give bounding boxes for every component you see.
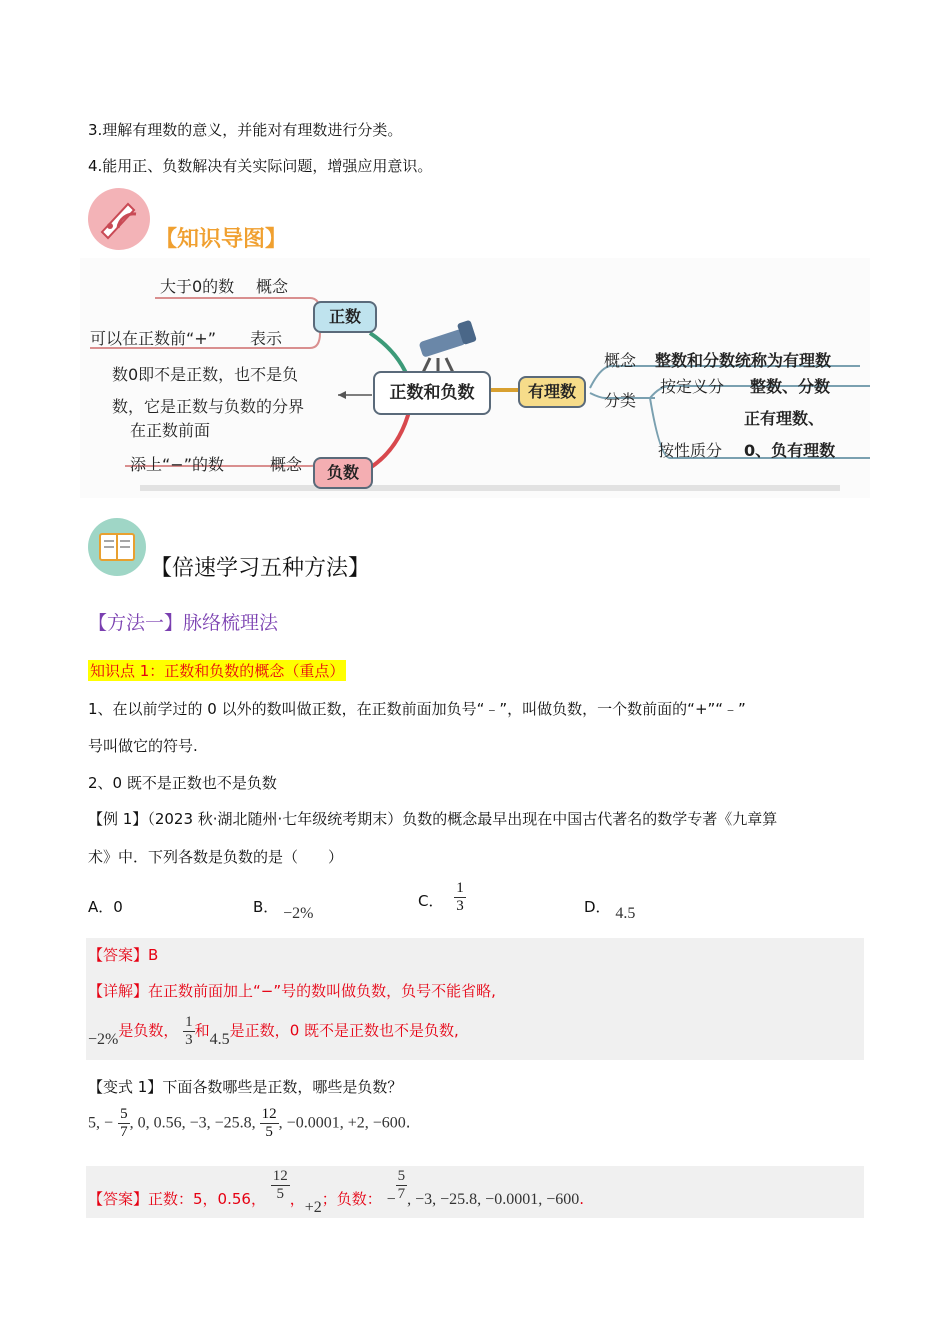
option-a[interactable] — [88, 896, 123, 917]
variant-positive-sep: ， — [289, 1189, 305, 1208]
detail-text-4: 0 既不是正数也不是负数, — [289, 1021, 459, 1040]
rational-concept: 整数和分数统称为有理数 — [655, 351, 832, 370]
negative-concept: 添上“−”的数 — [130, 455, 224, 474]
variant-negative-fraction-numerator: 5 — [397, 1168, 406, 1184]
objective-3: 3.理解有理数的意义，并能对有理数进行分类。 — [88, 121, 403, 139]
positive-notation-tag: 表示 — [250, 329, 283, 348]
variant1-period: . — [405, 1113, 411, 1132]
variant-answer-line — [88, 1168, 584, 1216]
positive-notation: 可以在正数前“+” — [90, 329, 216, 348]
option-a-label: A． — [88, 898, 114, 916]
variant1-fraction-1-numerator: 5 — [120, 1106, 128, 1122]
variant-positive-fraction — [271, 1168, 290, 1202]
variant1-list-b: , 0, 0.56, −3, −25.8, — [129, 1114, 260, 1132]
method1-bracket: 【方法一】 — [88, 612, 184, 634]
zero-note-line-3: 在正数前面 — [130, 421, 211, 440]
detail-value-2: 4.5 — [209, 1030, 230, 1048]
positive-concept: 大于0的数 — [160, 277, 235, 296]
variant1-fraction-2-numerator: 12 — [261, 1106, 277, 1122]
variant-positive-last: +2 — [304, 1198, 322, 1216]
variant1-fraction-2 — [260, 1106, 279, 1140]
option-d-value: 4.5 — [615, 905, 636, 922]
option-a-value: 0 — [113, 898, 123, 916]
variant1-fraction-1 — [118, 1106, 130, 1140]
by-sign-bottom: 0、负有理数 — [744, 441, 836, 460]
answer-label: 【答案】 — [88, 946, 149, 964]
variant1-fraction-1-denominator: 7 — [120, 1123, 128, 1140]
positive-concept-tag: 概念 — [256, 277, 289, 296]
detail-text-3: 是正数， — [229, 1021, 290, 1040]
detail-text-2: 是负数， — [118, 1021, 179, 1040]
detail-line-1 — [88, 980, 496, 1001]
option-d[interactable] — [584, 896, 636, 922]
rational-node: 有理数 — [518, 376, 586, 408]
option-c-label: C． — [418, 891, 444, 910]
variant-negative-fraction-denominator: 7 — [397, 1185, 406, 1202]
center-node: 正数和负数 — [373, 371, 491, 415]
option-b-value: −2% — [283, 905, 314, 922]
detail-line-2 — [88, 1014, 459, 1048]
detail-label: 【详解】 — [88, 982, 149, 1000]
zero-note-line-1: 数0即不是正数，也不是负 — [112, 365, 299, 384]
option-c-fraction — [454, 880, 466, 914]
positive-node: 正数 — [313, 301, 377, 333]
by-definition: 整数、分数 — [750, 377, 831, 396]
negative-node: 负数 — [313, 457, 373, 489]
variant-negative-fraction — [396, 1168, 408, 1202]
rational-concept-tag: 概念 — [604, 351, 637, 370]
variant1-number-list — [88, 1106, 411, 1140]
detail-fraction-denominator: 3 — [185, 1031, 193, 1048]
detail-fraction — [183, 1014, 195, 1048]
variant-negative-minus: − — [386, 1190, 396, 1208]
rational-classify-tag: 分类 — [604, 391, 637, 410]
point-1-line-2: 号叫做它的符号. — [88, 737, 198, 755]
variant1-fraction-2-denominator: 5 — [265, 1123, 273, 1140]
example1-line-1 — [88, 808, 777, 829]
variant1-label: 【变式 1】 — [88, 1078, 163, 1096]
option-d-label: D． — [584, 898, 611, 916]
point-2: 2、0 既不是正数也不是负数 — [88, 774, 277, 792]
detail-text-1: 在正数前面加上“−”号的数叫做负数，负号不能省略, — [148, 982, 496, 1000]
example1-label: 【例 1】 — [88, 810, 148, 828]
option-c-denominator: 3 — [456, 897, 464, 914]
variant-answer-label: 【答案】 — [88, 1189, 149, 1208]
variant-positive-fraction-numerator: 12 — [272, 1168, 288, 1184]
ruler-compass-icon — [88, 188, 150, 250]
option-b[interactable] — [253, 896, 314, 922]
variant1-line — [88, 1076, 402, 1097]
answer-value: B — [148, 946, 159, 964]
point-1-line-1: 1、在以前学过的 0 以外的数叫做正数，在正数前面加负号“﹣”，叫做负数，一个数前面的“+”“﹣” — [88, 700, 746, 718]
option-c[interactable] — [418, 880, 466, 914]
example1-line-2: 术》中．下列各数是负数的是（ ） — [88, 848, 344, 866]
variant-negative-period: . — [579, 1189, 584, 1208]
option-c-numerator: 1 — [456, 880, 464, 896]
book-icon — [88, 518, 146, 576]
variant-negative-rest: , −3, −25.8, −0.0001, −600 — [407, 1190, 580, 1208]
detail-fraction-numerator: 1 — [185, 1014, 193, 1030]
by-sign-tag: 按性质分 — [658, 441, 723, 460]
mindmap — [80, 258, 870, 498]
variant-positive-fraction-denominator: 5 — [276, 1185, 284, 1202]
option-b-label: B． — [253, 898, 279, 916]
objective-4: 4.能用正、负数解决有关实际问题，增强应用意识。 — [88, 157, 433, 175]
method1-heading — [88, 608, 278, 635]
variant1-question: 下面各数哪些是正数，哪些是负数？ — [162, 1078, 403, 1096]
method1-title: 脉络梳理法 — [183, 612, 279, 634]
detail-value-1: −2% — [88, 1030, 119, 1048]
variant1-list-c: , −0.0001, +2, −600 — [278, 1114, 406, 1132]
example1-text-1: （2023 秋·湖北随州·七年级统考期末）负数的概念最早出现在中国古代著名的数学专著《九章算 — [147, 810, 778, 828]
by-sign-top: 正有理数、 — [744, 409, 825, 428]
variant-positive-label: 正数：5，0.56， — [148, 1189, 266, 1208]
mindmap-heading: 【知识导图】 — [155, 227, 288, 252]
answer-line — [88, 944, 158, 965]
negative-concept-tag: 概念 — [270, 455, 303, 474]
methods-heading: 【倍速学习五种方法】 — [150, 556, 371, 581]
variant1-list-a: 5, − — [88, 1114, 114, 1132]
knowledge-point: 知识点 1：正数和负数的概念（重点） — [90, 662, 345, 680]
by-definition-tag: 按定义分 — [660, 377, 725, 396]
variant-negative-label: ；负数： — [321, 1189, 382, 1208]
zero-note-line-2: 数，它是正数与负数的分界 — [112, 397, 305, 416]
detail-and: 和 — [194, 1021, 210, 1040]
